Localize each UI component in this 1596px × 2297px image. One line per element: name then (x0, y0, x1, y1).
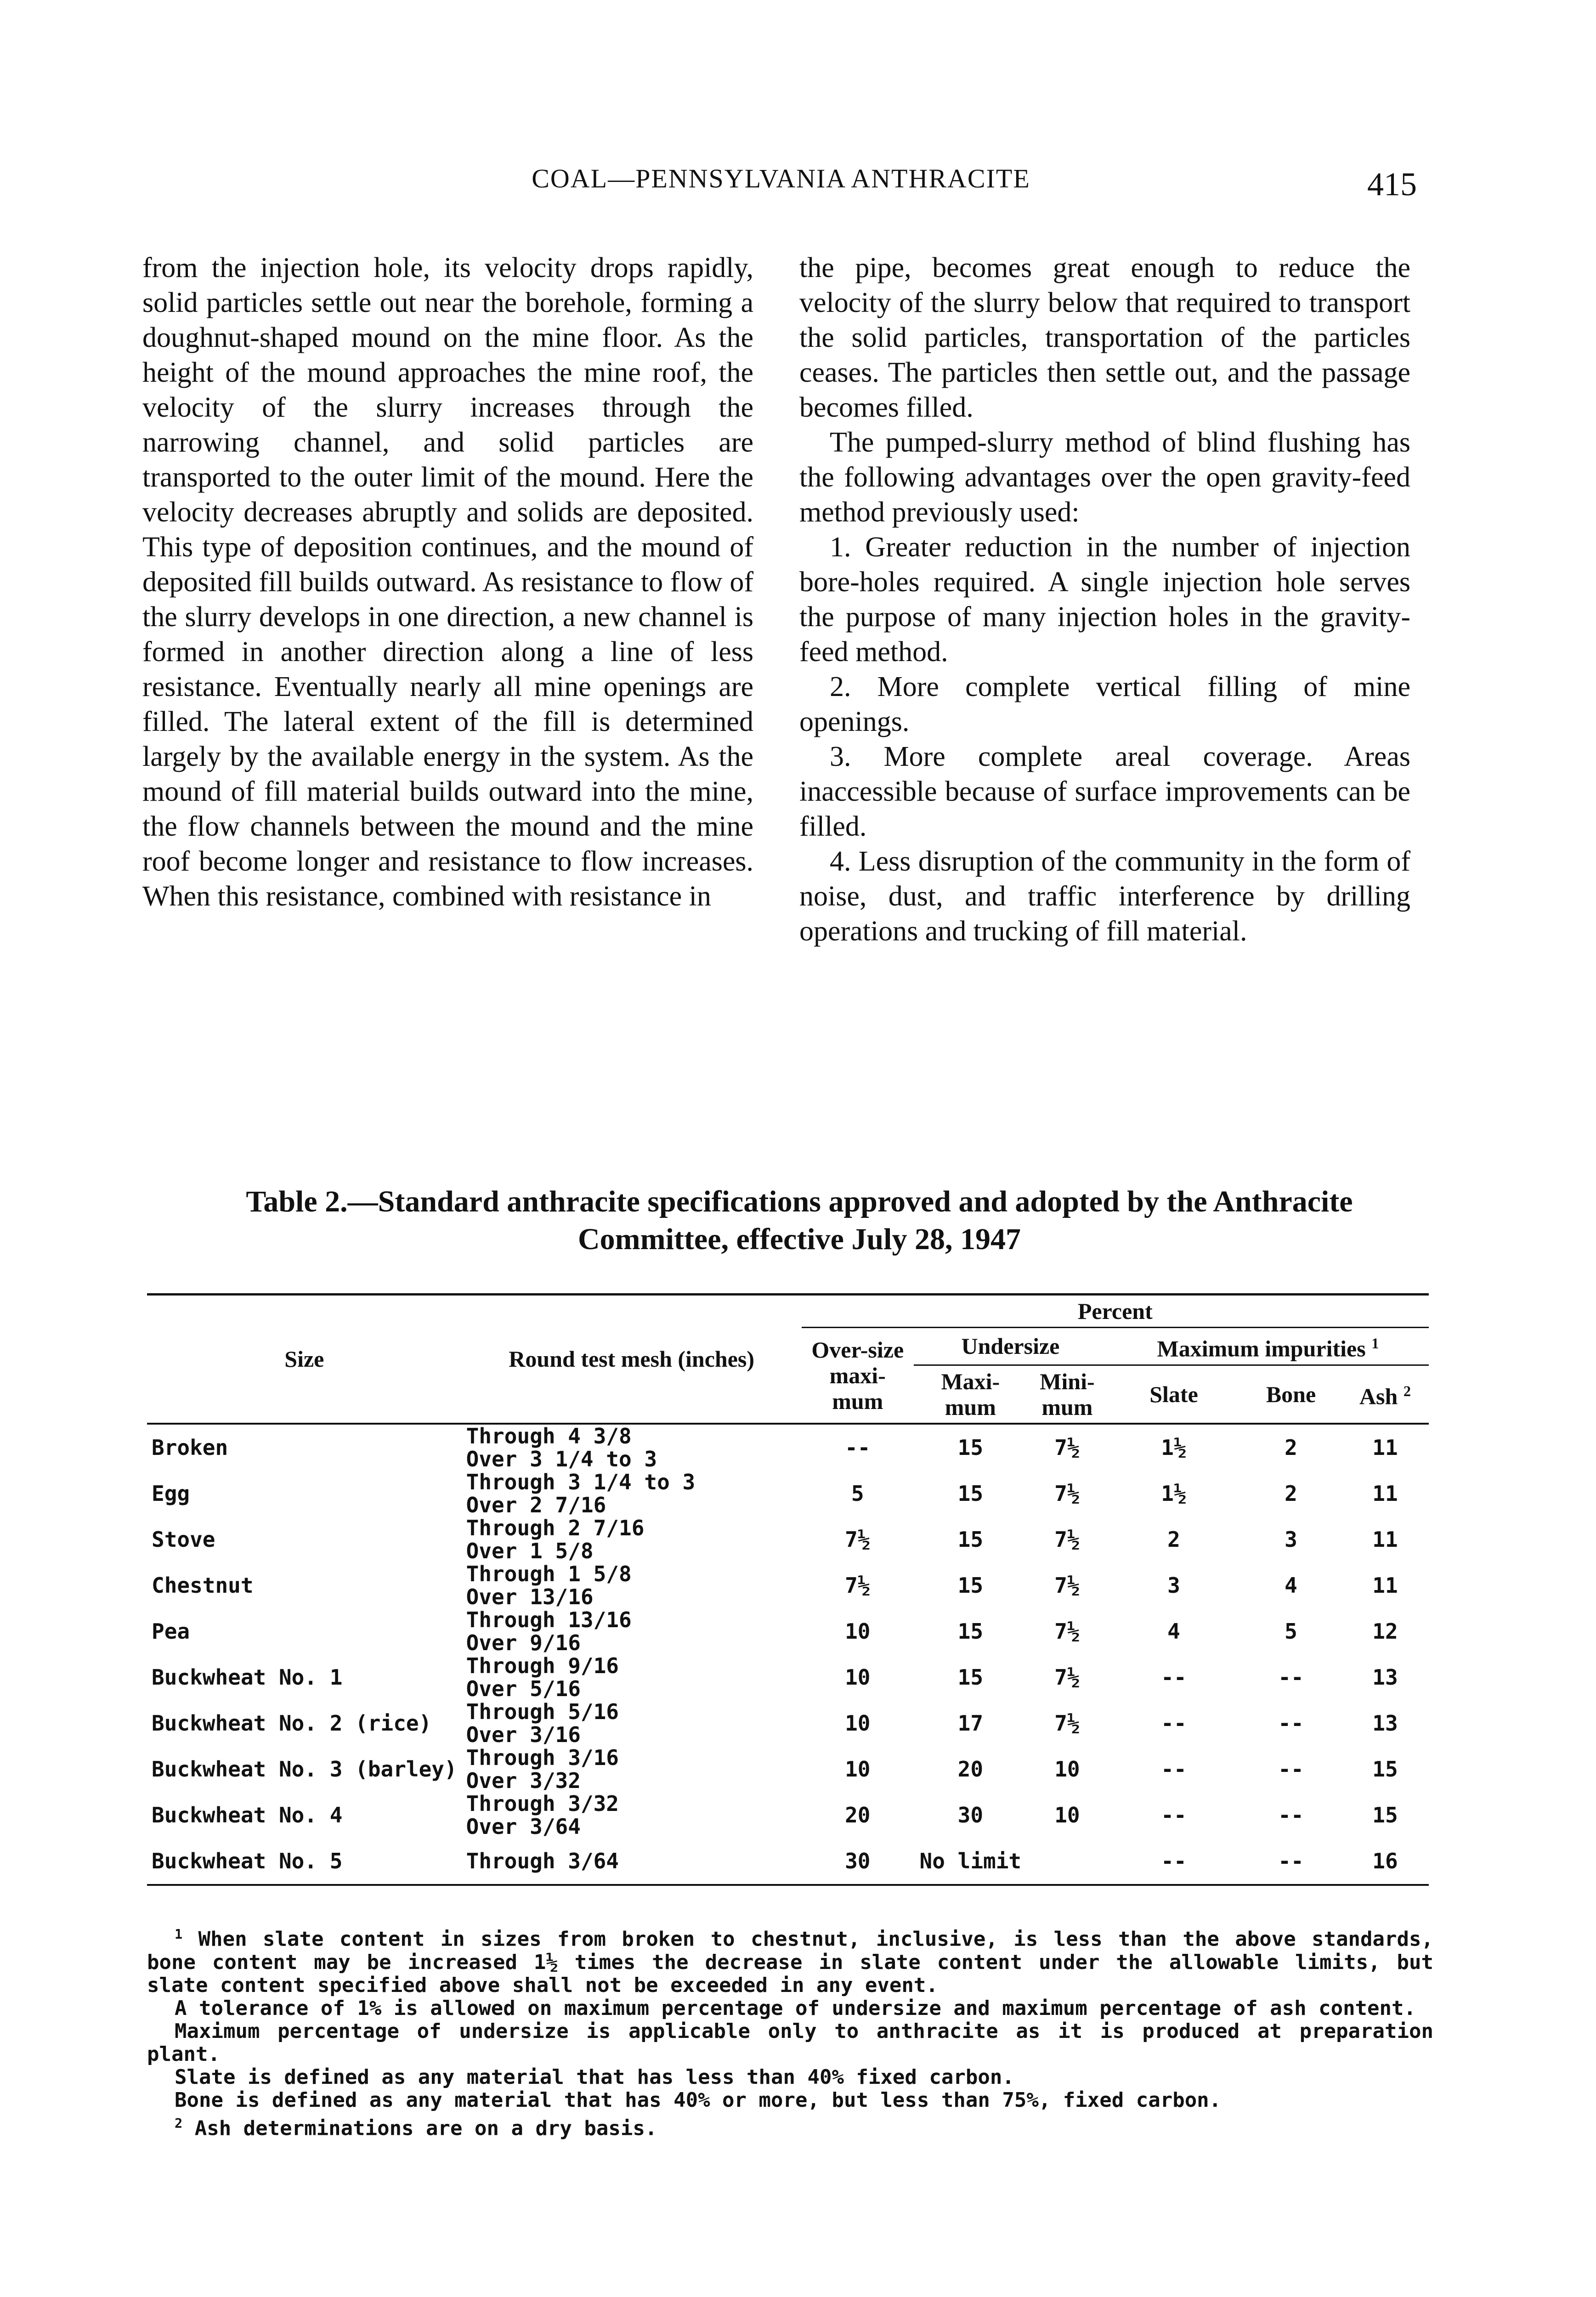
undersize-min-cell: 7½ (1054, 1573, 1080, 1598)
table-row (147, 1516, 1429, 1562)
advantage-item-3: 3. More complete areal coverage. Areas inaccessible because of surface improvements can be filled. (799, 741, 1410, 842)
mesh-cell (462, 1654, 802, 1700)
oversize-cell: 7½ (845, 1527, 871, 1552)
table-row (147, 1700, 1429, 1746)
footnote (147, 2112, 1433, 2140)
undersize-min-cell (1027, 1838, 1107, 1885)
footnote-text: Ash determinations are on a dry basis. (194, 2116, 657, 2140)
page-number: 415 (1367, 166, 1417, 203)
mesh-cell (462, 1792, 802, 1838)
header-bone: Bone (1240, 1365, 1341, 1424)
table-row (147, 1471, 1429, 1516)
table-title-line-1: Table 2.—Standard anthracite specifications approved and adopted by the Anthracite (246, 1185, 1353, 1218)
table-row (147, 1424, 1429, 1471)
left-column (142, 250, 753, 914)
slate-cell: 4 (1167, 1618, 1180, 1644)
undersize-min-cell: 10 (1054, 1756, 1080, 1782)
footnote-text: When slate content in sizes from broken to chestnut, inclusive, is less than the above standards, bone content may be increased 1½ times the decrease in slate content under the allowable limits, but slate content specified above shall not be exceeded in any event. (147, 1927, 1433, 1997)
advantage-item-2: 2. More complete vertical filling of mine openings. (799, 671, 1410, 737)
footnote-marker: 1 (1371, 1335, 1379, 1352)
footnote (147, 2020, 1433, 2066)
ash-cell: 13 (1372, 1664, 1398, 1690)
footnote (147, 1997, 1433, 2020)
mesh-over: Over 1 5/8 (466, 1538, 594, 1563)
header-undersize-min: Mini-mum (1027, 1365, 1107, 1424)
size-cell: Broken (152, 1435, 228, 1460)
slate-cell: -- (1161, 1664, 1187, 1690)
bone-cell: -- (1278, 1756, 1304, 1782)
table-title (138, 1183, 1461, 1258)
mesh-over: Over 3/64 (466, 1814, 581, 1839)
table-row (147, 1562, 1429, 1608)
size-cell: Chestnut (152, 1573, 254, 1598)
mesh-over: Over 5/16 (466, 1676, 581, 1701)
bone-cell: 5 (1285, 1618, 1297, 1644)
bone-cell: 3 (1285, 1527, 1297, 1552)
footnote (147, 2066, 1433, 2089)
advantage-item-1: 1. Greater reduction in the number of injection bore-holes required. A single injection hole serves the purpose of many injection holes in the gravity-feed method. (799, 532, 1410, 668)
table-row (147, 1746, 1429, 1792)
bone-cell: -- (1278, 1664, 1304, 1690)
size-cell: Pea (152, 1618, 190, 1644)
mesh-through: Through 1 5/8 (466, 1561, 632, 1586)
mesh-through: Through 13/16 (466, 1607, 632, 1632)
slate-cell: 1½ (1161, 1481, 1187, 1506)
header-impurities-label: Maximum impurities (1157, 1335, 1366, 1362)
mesh-cell (462, 1746, 802, 1792)
ash-cell: 11 (1372, 1573, 1398, 1598)
header-ash (1341, 1365, 1429, 1424)
size-cell: Stove (152, 1527, 215, 1552)
footnote-marker: 2 (175, 2115, 183, 2131)
footnote (147, 1923, 1433, 1997)
size-cell: Buckwheat No. 1 (152, 1664, 343, 1690)
table-row (147, 1654, 1429, 1700)
footnote-marker: 1 (175, 1926, 183, 1942)
undersize-max-cell: 15 (957, 1573, 984, 1598)
mesh-over: Over 3 1/4 to 3 (466, 1446, 657, 1471)
bone-cell: 2 (1285, 1435, 1297, 1460)
oversize-cell: -- (845, 1435, 871, 1460)
header-undersize: Undersize (914, 1328, 1107, 1365)
bone-cell: 2 (1285, 1481, 1297, 1506)
table-row (147, 1838, 1429, 1885)
bone-cell: -- (1240, 1838, 1341, 1885)
slate-cell: -- (1161, 1756, 1187, 1782)
undersize-min-cell: 7½ (1054, 1481, 1080, 1506)
specifications-table (147, 1293, 1429, 1886)
mesh-over: Over 2 7/16 (466, 1492, 606, 1517)
ash-cell: 11 (1372, 1527, 1398, 1552)
oversize-cell: 7½ (845, 1573, 871, 1598)
footnote-text: A tolerance of 1% is allowed on maximum percentage of undersize and maximum percentage of ash content. (175, 1996, 1416, 2020)
bone-cell: -- (1278, 1802, 1304, 1827)
ash-cell: 11 (1372, 1481, 1398, 1506)
undersize-min-cell: 7½ (1054, 1618, 1080, 1644)
footnote-text: Slate is defined as any material that has less than 40% fixed carbon. (175, 2065, 1014, 2089)
mesh-through: Through 2 7/16 (466, 1515, 645, 1540)
right-paragraph-2: The pumped-slurry method of blind flushing has the following advantages over the open gravity-feed method previously used: (799, 427, 1410, 528)
undersize-max-cell: 15 (957, 1664, 984, 1690)
size-cell: Buckwheat No. 4 (152, 1802, 343, 1827)
bone-cell: -- (1278, 1710, 1304, 1736)
slate-cell: 1½ (1161, 1435, 1187, 1460)
oversize-cell: 10 (845, 1710, 871, 1736)
undersize-min-cell: 7½ (1054, 1527, 1080, 1552)
slate-cell: 3 (1167, 1573, 1180, 1598)
mesh-through: Through 3/32 (466, 1791, 619, 1816)
size-cell: Buckwheat No. 3 (barley) (152, 1756, 457, 1782)
undersize-max-cell: 15 (957, 1527, 984, 1552)
mesh-cell (462, 1516, 802, 1562)
mesh-through: Through 5/16 (466, 1699, 619, 1724)
footnote-text: Maximum percentage of undersize is applicable only to anthracite as it is produced at preparation plant. (147, 2019, 1433, 2066)
undersize-max-cell: 17 (957, 1710, 984, 1736)
undersize-min-cell: 7½ (1054, 1664, 1080, 1690)
header-size: Size (147, 1295, 462, 1424)
right-column (799, 250, 1410, 949)
oversize-cell: 5 (851, 1481, 864, 1506)
header-percent: Percent (802, 1295, 1429, 1328)
footnote-marker: 2 (1403, 1383, 1411, 1400)
mesh-cell (462, 1700, 802, 1746)
table-row (147, 1608, 1429, 1654)
mesh-over: Over 3/16 (466, 1722, 581, 1747)
oversize-cell: 30 (802, 1838, 914, 1885)
slate-cell: -- (1161, 1802, 1187, 1827)
mesh-through: Through 9/16 (466, 1653, 619, 1678)
mesh-cell (462, 1562, 802, 1608)
table-row (147, 1792, 1429, 1838)
undersize-min-cell: 10 (1054, 1802, 1080, 1827)
footnote (147, 2089, 1433, 2112)
table-footnotes (147, 1923, 1433, 2140)
advantage-item-4: 4. Less disruption of the community in the form of noise, dust, and traffic interference by drilling operations and trucking of fill material. (799, 846, 1410, 947)
slate-cell: -- (1107, 1838, 1240, 1885)
size-cell: Buckwheat No. 2 (rice) (152, 1710, 432, 1736)
size-cell: Buckwheat No. 5 (147, 1838, 462, 1885)
table-body (147, 1424, 1429, 1885)
mesh-through: Through 3/16 (466, 1745, 619, 1770)
undersize-min-cell: 7½ (1054, 1710, 1080, 1736)
header-mesh: Round test mesh (inches) (462, 1295, 802, 1424)
undersize-max-cell: 30 (957, 1802, 984, 1827)
ash-cell: 11 (1372, 1435, 1398, 1460)
mesh-over: Over 9/16 (466, 1630, 581, 1655)
size-cell: Egg (152, 1481, 190, 1506)
mesh-cell (462, 1424, 802, 1471)
header-oversize: Over-size maxi-mum (802, 1328, 914, 1424)
mesh-cell (462, 1838, 802, 1885)
bone-cell: 4 (1285, 1573, 1297, 1598)
header-undersize-max: Maxi-mum (914, 1365, 1027, 1424)
undersize-max-cell: No limit (914, 1838, 1027, 1885)
slate-cell: -- (1161, 1710, 1187, 1736)
header-impurities (1107, 1328, 1429, 1365)
mesh-through: Through 3/64 (466, 1848, 619, 1873)
oversize-cell: 10 (845, 1664, 871, 1690)
mesh-over: Over 3/32 (466, 1768, 581, 1793)
mesh-through: Through 4 3/8 (466, 1423, 632, 1448)
oversize-cell: 20 (845, 1802, 871, 1827)
oversize-cell: 10 (845, 1618, 871, 1644)
ash-cell: 15 (1372, 1756, 1398, 1782)
slate-cell: 2 (1167, 1527, 1180, 1552)
ash-cell: 12 (1372, 1618, 1398, 1644)
undersize-max-cell: 15 (957, 1435, 984, 1460)
footnote-text: Bone is defined as any material that has 40% or more, but less than 75%, fixed carbon. (175, 2088, 1222, 2112)
undersize-max-cell: 15 (957, 1481, 984, 1506)
oversize-cell: 10 (845, 1756, 871, 1782)
mesh-cell (462, 1608, 802, 1654)
left-column-paragraph: from the injection hole, its velocity drops rapidly, solid particles settle out near the borehole, forming a doughnut-shaped mound on the mine floor. As the height of the mound approaches the mine roof, the velocity of the slurry increases through the narrowing channel, and solid particles are transported to the outer limit of the mound. Here the velocity decreases abruptly and solids are deposited. This type of deposition continues, and the mound of deposited fill builds outward. As resistance to flow of the slurry develops in one direction, a new channel is formed in another direction along a line of less resistance. Eventually nearly all mine openings are filled. The lateral extent of the fill is determined largely by the available energy in the system. As the mound of fill material builds outward into the mine, the flow channels between the mound and the mine roof become longer and resistance to flow increases. When this resistance, combined with resistance in (142, 252, 753, 912)
undersize-max-cell: 15 (957, 1618, 984, 1644)
ash-cell: 15 (1372, 1802, 1398, 1827)
ash-cell: 13 (1372, 1710, 1398, 1736)
undersize-min-cell: 7½ (1054, 1435, 1080, 1460)
mesh-cell (462, 1471, 802, 1516)
ash-cell: 16 (1341, 1838, 1429, 1885)
undersize-max-cell: 20 (957, 1756, 984, 1782)
header-slate: Slate (1107, 1365, 1240, 1424)
running-head: COAL—PENNSYLVANIA ANTHRACITE (532, 164, 1030, 193)
mesh-through: Through 3 1/4 to 3 (466, 1469, 696, 1494)
header-ash-label: Ash (1359, 1383, 1398, 1409)
table-title-line-2: Committee, effective July 28, 1947 (578, 1222, 1021, 1256)
right-paragraph-1: the pipe, becomes great enough to reduce the velocity of the slurry below that required to transport the solid particles, transportation of the particles ceases. The particles then settle out, and the passage becomes filled. (799, 252, 1410, 423)
mesh-over: Over 13/16 (466, 1584, 594, 1609)
